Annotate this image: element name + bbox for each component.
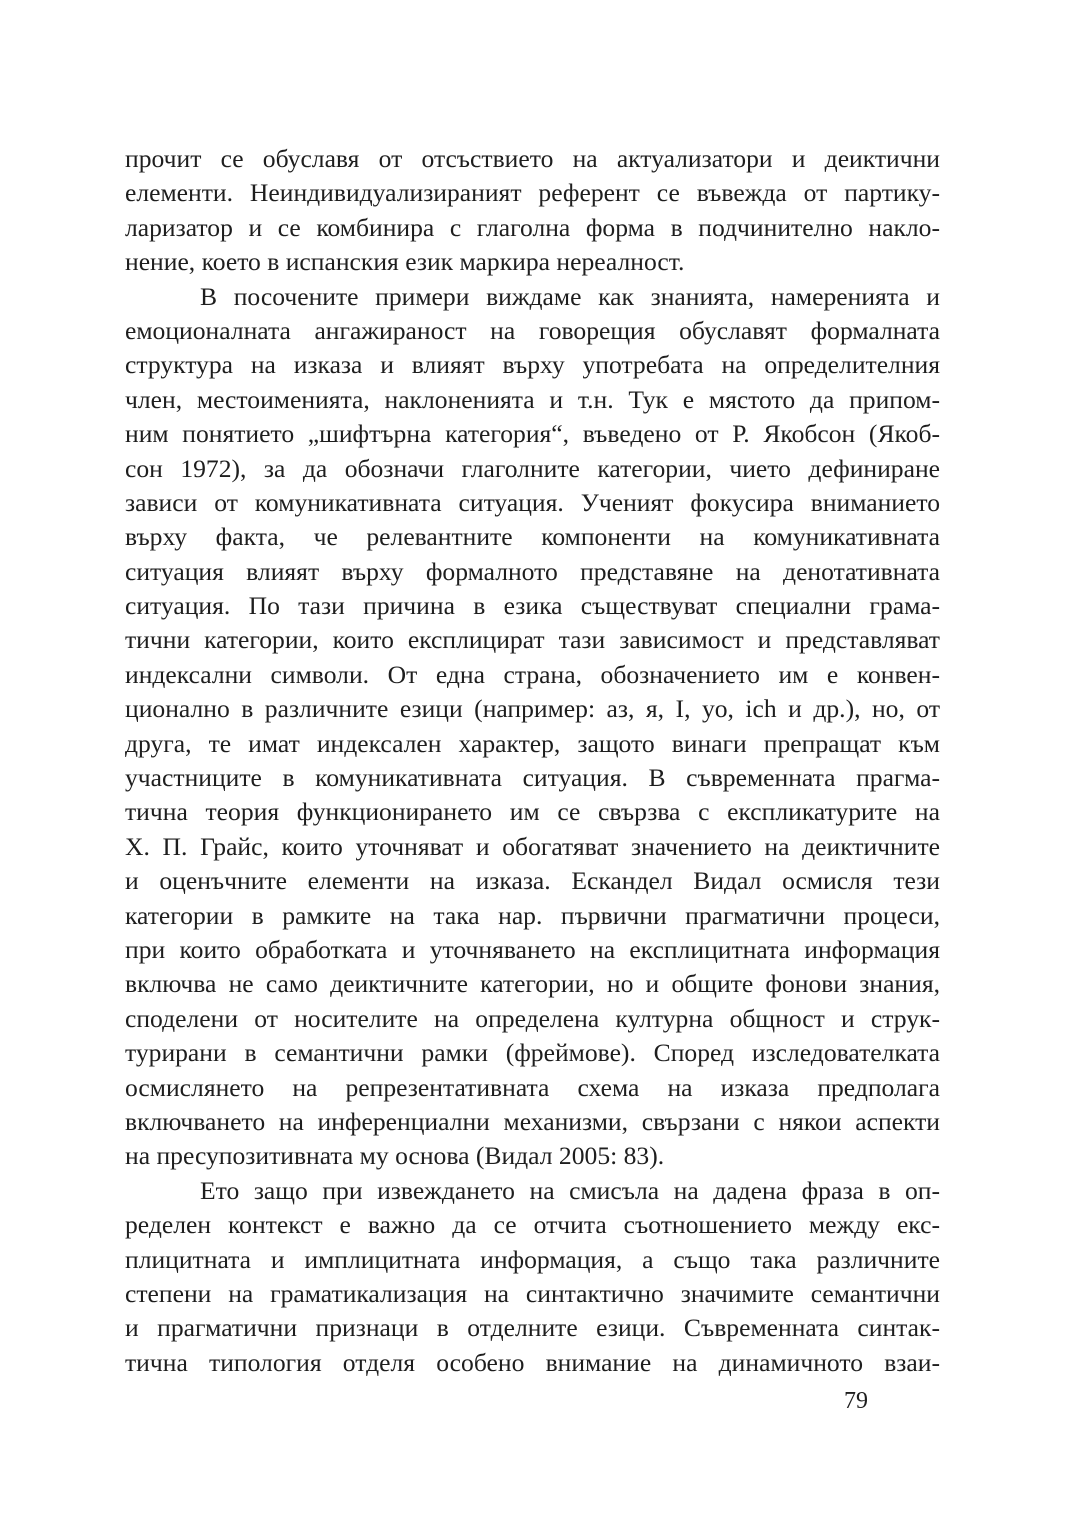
text-line: нение, което в испанския език маркира нереалност. <box>125 247 685 277</box>
text-line: В посочените примери виждаме как знанията, намеренията и <box>200 281 940 311</box>
text-line: ларизатор и се комбинира с глаголна форма в подчинително накло- <box>125 212 940 242</box>
text-line: осмислянето на репрезентативната схема на изказа предполага <box>125 1072 940 1102</box>
text-line: друга, те имат индексален характер, защото винаги препращат към <box>125 728 940 758</box>
text-line: Ето защо при извеждането на смисъла на дадена фраза в оп- <box>200 1175 940 1205</box>
text-line: елементи. Неиндивидуализираният референт се въвежда от партику- <box>125 178 940 208</box>
page-number: 79 <box>844 1388 868 1414</box>
text-line: плицитната и имплицитната информация, а също така различните <box>125 1244 940 1274</box>
text-line: на пресупозитивната му основа (Видал 2005: 83). <box>125 1141 665 1171</box>
text-line: емоционалната ангажираност на говорещия обуславят формалната <box>125 315 940 345</box>
text-line: ционално в различните езици (например: аз, я, I, yo, ich и др.), но, от <box>125 694 940 724</box>
text-line: турирани в семантични рамки (фреймове). Според изследователката <box>125 1038 940 1068</box>
text-line: ределен контекст е важно да се отчита съотношението между екс- <box>125 1210 940 1240</box>
text-line: тична теория функционирането им се свързва с експликатурите на <box>125 797 940 827</box>
text-line: член, местоименията, наклоненията и т.н. Тук е мястото да припом- <box>125 384 940 414</box>
text-line: категории в рамките на така нар. първични прагматични процеси, <box>125 900 940 930</box>
text-line: ситуация влияят върху формалното представяне на денотативната <box>125 556 940 586</box>
text-line: структура на изказа и влияят върху употребата на определителния <box>125 350 940 380</box>
text-line: включването на инференциални механизми, свързани с някои аспекти <box>125 1106 940 1136</box>
text-line: ним понятието „шифтърна категория“, въведено от Р. Якобсон (Якоб- <box>125 419 940 449</box>
text-line: включва не само деиктичните категории, но и общите фонови знания, <box>125 969 940 999</box>
text-line: участниците в комуникативната ситуация. В съвременната прагма- <box>125 763 940 793</box>
text-line: при които обработката и уточняването на експлицитната информация <box>125 934 940 964</box>
text-line: и оценъчните елементи на изказа. Ескандел Видал осмисля тези <box>125 866 940 896</box>
text-line: прочит се обуславя от отсъствието на актуализатори и деиктични <box>125 144 940 173</box>
text-line: степени на граматикализация на синтактично значимите семантични <box>125 1278 940 1308</box>
text-line: тична типология отделя особено внимание на динамичното взаи- <box>125 1347 940 1377</box>
text-line: тични категории, които експлицират тази зависимост и представляват <box>125 625 940 655</box>
text-line: върху факта, че релевантните компоненти на комуникативната <box>125 522 940 552</box>
text-line: и прагматични признаци в отделните езици. Съвременната синтак- <box>125 1313 940 1343</box>
text-line: индексални символи. От една страна, обозначението им е конвен- <box>125 659 940 689</box>
text-line: споделени от носителите на определена културна общност и струк- <box>125 1003 940 1033</box>
text-line: Х. П. Грайс, които уточняват и обогатяват значението на деиктичните <box>125 831 940 861</box>
body-text <box>125 142 940 1380</box>
text-line: зависи от комуникативната ситуация. Ученият фокусира вниманието <box>125 487 940 517</box>
text-line: сон 1972), за да обозначи глаголните категории, чието дефиниране <box>125 453 940 483</box>
text-line: ситуация. По тази причина в езика съществуват специални грама- <box>125 591 940 621</box>
